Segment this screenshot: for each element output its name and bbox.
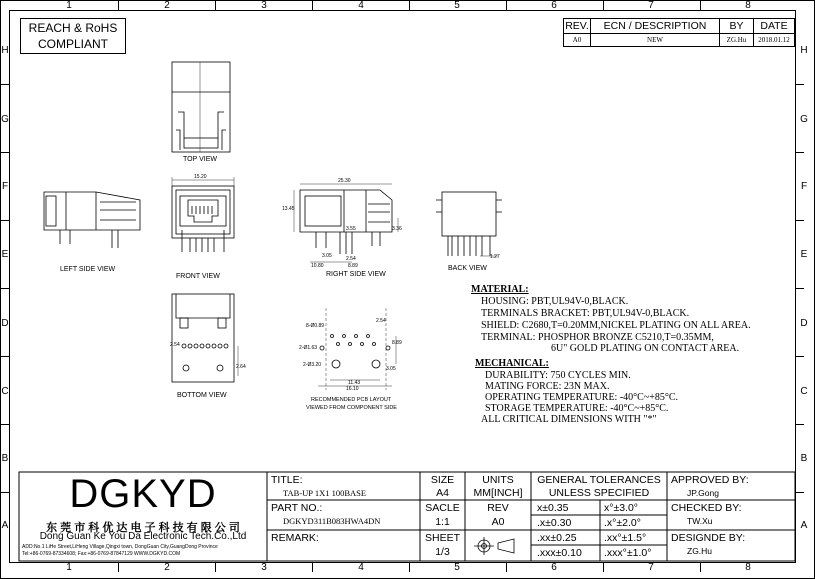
rev-cell-by: ZG.Hu: [726, 36, 747, 44]
dim-336: 3.36: [392, 226, 402, 232]
zone-number: 6: [551, 0, 557, 11]
part-no-label: PART NO.:: [271, 502, 323, 514]
part-no-value: DGKYD311B083HWA4DN: [283, 516, 381, 526]
zone-letter: D: [800, 318, 808, 329]
zone-number: 2: [164, 0, 170, 11]
size-value: A4: [436, 487, 449, 499]
dim-pcb-2-holes-a: 2-Ø1.63: [299, 345, 318, 351]
dim-127: 1.27: [490, 254, 500, 260]
dim-bottom-264: 2.64: [236, 364, 246, 370]
remark-label: REMARK:: [271, 532, 319, 544]
tolerance-title-2: UNLESS SPECIFIED: [548, 487, 650, 499]
label-pcb-layout: RECOMMENDED PCB LAYOUT: [311, 397, 392, 403]
zone-letter: B: [800, 453, 808, 464]
dim-pcb-1143: 11.43: [348, 380, 361, 386]
mechanical-line: OPERATING TEMPERATURE: -40°C~+85°C.: [485, 392, 679, 403]
zone-letter: E: [1, 249, 9, 260]
company-name-cn: 东 莞 市 科 优 达 电 子 科 技 有 限 公 司: [46, 522, 240, 534]
company-address: ADD:No.1 LiHe Street,LiHeng Village,Qingxi town, DongGuan City,GuangDong Province: [22, 544, 218, 550]
label-back-view: BACK VIEW: [448, 265, 487, 272]
dim-pcb-1610: 16.10: [346, 386, 359, 392]
dim-355: 3.55: [346, 226, 356, 232]
tolerance-angular: x°±3.0°: [604, 502, 639, 514]
dim-889: 8.89: [348, 263, 358, 269]
mechanical-title: MECHANICAL:: [475, 358, 549, 369]
label-pcb-viewed-from: VIEWED FROM COMPONENT SIDE: [306, 405, 397, 411]
dim-254: 2.54: [346, 256, 356, 262]
mechanical-line: STORAGE TEMPERATURE: -40°C~+85°C.: [485, 403, 669, 414]
label-bottom-view: BOTTOM VIEW: [177, 392, 227, 399]
rev-value: A0: [491, 516, 505, 528]
title-label: TITLE:: [271, 474, 303, 486]
zone-number: 1: [66, 0, 72, 11]
zone-number: 2: [164, 562, 170, 573]
zone-number: 8: [745, 0, 751, 11]
dim-pcb-2-holes-b: 2-Ø3.20: [303, 362, 322, 368]
zone-number: 7: [648, 0, 654, 11]
zone-letter: H: [1, 45, 9, 56]
back-view-drawing: [436, 192, 502, 256]
scale-label: SACLE: [425, 502, 460, 514]
material-line: HOUSING: PBT,UL94V-0,BLACK.: [481, 296, 629, 307]
material-title: MATERIAL:: [471, 284, 529, 295]
label-right-side-view: RIGHT SIDE VIEW: [326, 271, 386, 278]
zone-number: 6: [551, 562, 557, 573]
zone-number: 5: [454, 562, 460, 573]
zone-number: 4: [358, 562, 364, 573]
label-front-view: FRONT VIEW: [176, 273, 220, 280]
rev-header-description: ECN / DESCRIPTION: [603, 20, 707, 32]
approved-by-label: APPROVED BY:: [671, 474, 749, 486]
company-logo: DGKYD: [69, 472, 217, 516]
zone-letter: H: [800, 45, 808, 56]
projection-symbol-icon: [474, 537, 514, 555]
label-left-side-view: LEFT SIDE VIEW: [60, 266, 116, 273]
dim-front-width: 15.20: [194, 174, 207, 180]
rev-header-rev: REV.: [565, 20, 589, 32]
approved-by-value: JP.Gong: [687, 488, 719, 498]
title-value: TAB-UP 1X1 100BASE: [283, 488, 367, 498]
size-label: SIZE: [430, 474, 455, 486]
tolerance-linear: .x±0.30: [537, 517, 572, 529]
zone-letter: D: [1, 318, 9, 329]
zone-letter: G: [1, 114, 9, 125]
zone-letter: C: [1, 386, 9, 397]
compliance-line-1: REACH & RoHS: [28, 21, 118, 35]
dim-side-length: 25.30: [338, 178, 351, 184]
rev-label: REV: [487, 502, 509, 514]
sheet-label: SHEET: [424, 532, 460, 544]
sheet-value: 1/3: [435, 546, 450, 558]
dim-pcb-254: 2.54: [376, 318, 386, 324]
material-line: TERMINALS BRACKET: PBT,UL94V-0,BLACK.: [481, 308, 690, 319]
zone-letter: F: [800, 181, 808, 192]
dim-1080: 10.80: [311, 263, 324, 269]
designed-by-value: ZG.Hu: [687, 546, 713, 556]
zone-number: 3: [261, 0, 267, 11]
top-view-drawing: [172, 62, 230, 152]
zone-number: 3: [261, 562, 267, 573]
units-label: UNITS: [482, 474, 514, 486]
rev-cell-description: NEW: [647, 36, 663, 44]
rev-cell-date: 2018.01.12: [758, 36, 790, 44]
zone-letter: A: [1, 520, 9, 531]
dim-pcb-305: 3.05: [386, 366, 396, 372]
zone-number: 7: [648, 562, 654, 573]
zone-number: 5: [454, 0, 460, 11]
dim-side-height: 13.45: [282, 206, 295, 212]
tolerance-angular: .xxx°±1.0°: [604, 547, 652, 559]
label-top-view: TOP VIEW: [183, 156, 217, 163]
company-contact: Tel:+86-0769-87334608; Fax:+86-0769-87847129 WWW.DGKYD.COM: [22, 551, 181, 557]
material-line: TERMINAL: PHOSPHOR BRONZE C5210,T=0.35MM,: [481, 332, 714, 343]
mechanical-line: DURABILITY: 750 CYCLES MIN.: [485, 370, 631, 381]
zone-letter: G: [800, 114, 808, 125]
material-line: 6U" GOLD PLATING ON CONTACT AREA.: [551, 343, 740, 354]
tolerance-angular: .x°±2.0°: [604, 517, 641, 529]
scale-value: 1:1: [435, 516, 450, 528]
material-line: SHIELD: C2680,T=0.20MM,NICKEL PLATING ON ALL AREA.: [481, 320, 751, 331]
rev-header-date: DATE: [760, 20, 788, 32]
company-name-en: Dong Guan Ke You Da Electronic Tech.Co.,Ltd: [39, 531, 247, 542]
checked-by-value: TW.Xu: [687, 516, 713, 526]
dim-pcb-889: 8.89: [392, 340, 402, 346]
zone-number: 4: [358, 0, 364, 11]
units-value: MM[INCH]: [473, 487, 523, 499]
dim-pcb-8-holes: 8-Ø0.89: [306, 323, 325, 329]
zone-letter: A: [800, 520, 808, 531]
dim-bottom-254: 2.54: [170, 342, 180, 348]
mechanical-line: MATING FORCE: 23N MAX.: [485, 381, 610, 392]
bottom-view-drawing: [172, 294, 238, 382]
tolerance-angular: .xx°±1.5°: [604, 532, 647, 544]
zone-letter: B: [1, 453, 9, 464]
left-side-view-drawing: [44, 192, 140, 248]
tolerance-linear: .xx±0.25: [537, 532, 577, 544]
zone-number: 8: [745, 562, 751, 573]
designed-by-label: DESIGNDE BY:: [671, 532, 746, 544]
zone-letter: C: [800, 386, 808, 397]
checked-by-label: CHECKED BY:: [671, 502, 742, 514]
zone-letter: F: [1, 181, 9, 192]
dim-305: 3.05: [322, 253, 332, 259]
tolerance-linear: .xxx±0.10: [537, 547, 582, 559]
tolerance-title-1: GENERAL TOLERANCES: [537, 474, 661, 486]
front-view-drawing: [172, 177, 234, 252]
zone-number: 1: [66, 562, 72, 573]
mechanical-line: ALL CRITICAL DIMENSIONS WITH "*": [481, 414, 657, 425]
right-side-view-drawing: [294, 184, 398, 262]
tolerance-linear: x±0.35: [537, 502, 569, 514]
zone-letter: E: [800, 249, 808, 260]
compliance-line-2: COMPLIANT: [37, 37, 108, 51]
rev-cell-rev: A0: [572, 36, 582, 44]
rev-header-by: BY: [729, 20, 744, 32]
